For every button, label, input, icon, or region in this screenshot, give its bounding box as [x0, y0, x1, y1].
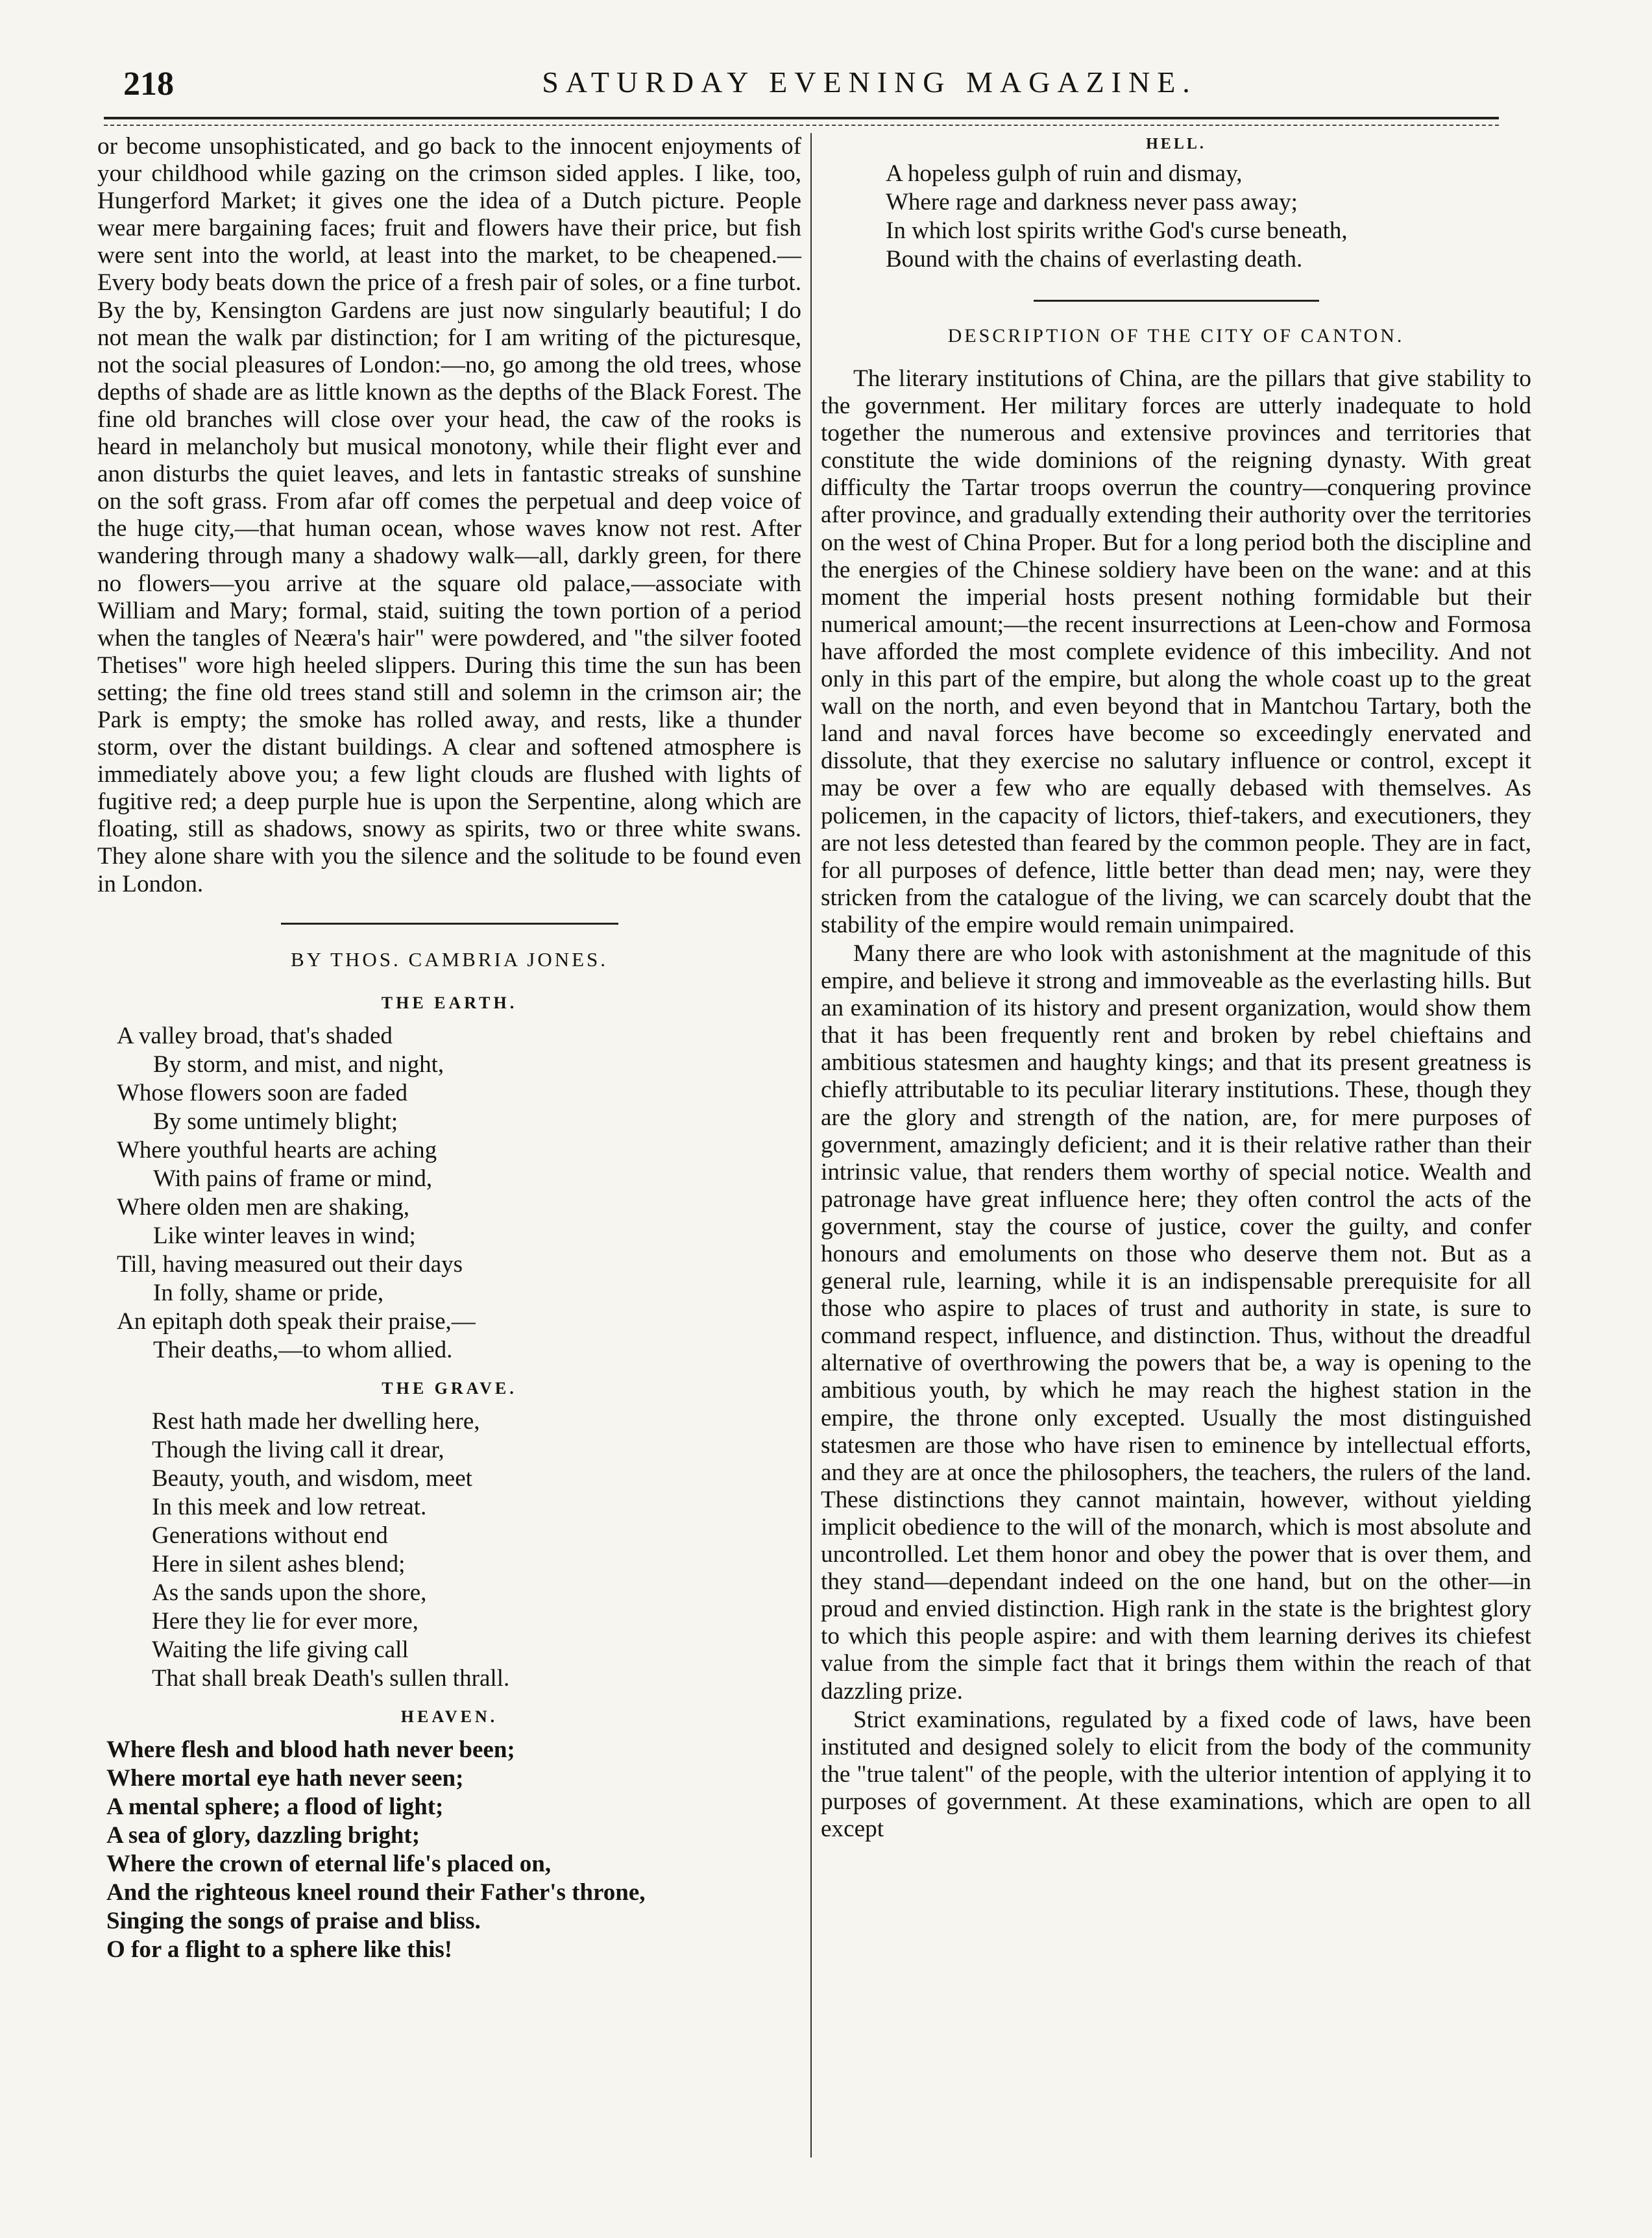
poem-line: Till, having measured out their days [117, 1250, 463, 1278]
poem-title-hell: HELL. [1146, 136, 1206, 152]
section-rule [1034, 300, 1319, 302]
section-rule [281, 923, 618, 925]
poem-line: An epitaph doth speak their praise,— [117, 1308, 476, 1335]
poem-line: And the righteous kneel round their Father's throne, [106, 1879, 646, 1906]
poem-line: Rest hath made her dwelling here, [152, 1407, 480, 1435]
poem-line: Like winter leaves in wind; [153, 1222, 416, 1249]
poem-line: A sea of glory, dazzling bright; [106, 1821, 420, 1849]
poem-line: In folly, shame or pride, [153, 1279, 384, 1306]
poem-line: Where the crown of eternal life's placed on, [106, 1850, 552, 1877]
running-title: SATURDAY EVENING MAGAZINE. [542, 66, 1197, 99]
article-paragraph: The literary institutions of China, are the pillars that give stability to the government. Her military forces are utterly inadequate to hold together the numerous and extensive provinces and territories that constitute the wide dominions of the reigning dynasty. With great difficulty the Tartar troops overrun the country—conquering province after province, and gradually extending their authority over the territories on the west of China Proper. But for a long period both the discipline and the energies of the Chinese soldiery have been on the wane: and at this moment the imperial hosts present nothing formidable but their numerical amount;—the recent insurrections at Leen-chow and Formosa have afforded the most complete evidence of this imbecility. And not only in this part of the empire, but along the whole coast up to the great wall on the north, and even beyond that in Mantchou Tartary, both the land and naval forces have become so exceedingly enervated and dissolute, that they exercise no salutary influence or control, except it may be over a few who are equally debased with themselves. As policemen, in the capacity of lictors, thief-takers, and executioners, they are not less detested than feared by the common people. They are in fact, for all purposes of defence, little better than dead men; nay, were they stricken from the catalogue of the living, we can scarcely doubt that the stability of the empire would remain unimpaired. [821, 365, 1531, 938]
article-paragraph: Strict examinations, regulated by a fixed code of laws, have been instituted and designed solely to elicit from the body of the community the "true talent" of the people, with the ulterior intention of applying it to purposes of government. At these examinations, which are open to all except [821, 1706, 1531, 1842]
header-rule-dashed [104, 125, 1499, 126]
poem-line: Where youthful hearts are aching [117, 1136, 437, 1163]
page-number: 218 [123, 66, 174, 103]
poem-title-heaven: HEAVEN. [400, 1707, 498, 1726]
poem-grave [97, 1407, 801, 1693]
poem-line: A mental sphere; a flood of light; [106, 1793, 444, 1820]
poem-earth [97, 1022, 801, 1365]
poem-line: Their deaths,—to whom allied. [153, 1336, 453, 1363]
poem-line: O for a flight to a sphere like this! [106, 1936, 453, 1963]
poem-line: That shall break Death's sullen thrall. [152, 1664, 510, 1692]
header-rule [104, 117, 1499, 119]
poem-line: Where rage and darkness never pass away; [886, 189, 1298, 215]
poem-line: Beauty, youth, and wisdom, meet [152, 1465, 472, 1492]
article-paragraph: Many there are who look with astonishment at the magnitude of this empire, and believe it strong and immoveable as the everlasting hills. But an examination of its history and present organization, would show them that it has been frequently rent and broken by rebel chieftains and ambitious statesmen and haughty kings; and that its present greatness is chiefly attributable to its peculiar literary institutions. These, though they are the glory and strength of the nation, are, for mere purposes of government, amazingly deficient; and it is their relative rather than their intrinsic value, that renders them worthy of special notice. Wealth and patronage have great influence here; they often control the acts of the government, stay the course of justice, cover the guilty, and confer honours and emoluments on those who deserve them not. But as a general rule, learning, while it is an indispensable prerequisite for all those who aspire to places of trust and authority in state, is sure to command respect, influence, and distinction. Thus, without the dreadful alternative of overthrowing the powers that be, a way is opening to the ambitious youth, by which he may reach the highest station in the empire, the throne only excepted. Usually the most distinguished statesmen are those who have risen to eminence by intellectual efforts, and they are at once the philosophers, the teachers, the rulers of the land. These distinctions they cannot maintain, however, without yielding implicit obedience to the will of the monarch, which is most absolute and uncontrolled. Let them honor and obey the power that is over them, and they stand—dependant indeed on the one hand, but on the other—in proud and envied distinction. High rank in the state is the brightest glory to which this people aspire: and with them learning derives its chiefest value from the simple fact that it brings them within the reach of that dazzling prize. [821, 940, 1531, 1705]
poem-title-earth: THE EARTH. [381, 993, 518, 1012]
poem-line: Waiting the life giving call [152, 1636, 409, 1663]
essay-continuation: or become unsophisticated, and go back to the innocent enjoyments of your childhood while gazing on the crimson sided apples. I like, too, Hungerford Market; it gives one the idea of a Dutch picture. People wear mere bargaining faces; fruit and flowers have their price, but fish were sent into the world, at least into the market, to be cheapened.—Every body beats down the price of a fresh pair of soles, or a fine turbot. By the by, Kensington Gardens are just now singularly beautiful; I do not mean the walk par distinction; for I am writing of the picturesque, not the social pleasures of London:—no, go among the old trees, whose depths of shade are as little known as the depths of the Black Forest. The fine old branches will close over your head, the caw of the rooks is heard in melancholy but musical monotony, while their flight ever and anon disturbs the quiet leaves, and lets in fantastic streaks of sunshine on the soft grass. From afar off comes the perpetual and deep voice of the huge city,—that human ocean, whose waves know not rest. After wandering through many a shadowy walk—all, darkly green, for there no flowers—you arrive at the square old palace,—associate with William and Mary; formal, staid, suiting the town portion of a period when the tangles of Neæra's hair" were powdered, and "the silver footed Thetises" wore high heeled slippers. During this time the sun has been setting; the fine old trees stand still and solemn in the crimson air; the Park is empty; the smoke has rolled away, and rests, like a thunder storm, over the distant buildings. A clear and softened atmosphere is immediately above you; a few light clouds are flushed with lights of fugitive red; a deep purple hue is upon the Serpentine, along which are floating, still as shadows, snowy as spirits, two or three white swans. They alone share with you the silence and the solitude to be found even in London. [97, 133, 801, 897]
poem-line: A hopeless gulph of ruin and dismay, [886, 160, 1243, 187]
poem-line: A valley broad, that's shaded [117, 1022, 393, 1049]
poem-line: Singing the songs of praise and bliss. [106, 1907, 481, 1934]
poem-hell [821, 160, 1531, 274]
poem-line: Here they lie for ever more, [152, 1607, 419, 1635]
poem-line: Where olden men are shaking, [117, 1193, 410, 1221]
poem-line: Though the living call it drear, [152, 1436, 444, 1463]
poem-line: Where mortal eye hath never seen; [106, 1764, 464, 1792]
poem-line: Whose flowers soon are faded [117, 1079, 407, 1106]
poem-line: By some untimely blight; [153, 1108, 398, 1135]
poem-line: In which lost spirits writhe God's curse beneath, [886, 217, 1348, 244]
poem-byline: BY THOS. CAMBRIA JONES. [290, 947, 609, 971]
poem-line: By storm, and mist, and night, [153, 1051, 444, 1078]
poem-line: In this meek and low retreat. [152, 1493, 427, 1520]
poem-line: Where flesh and blood hath never been; [106, 1736, 515, 1763]
poem-title-grave: THE GRAVE. [382, 1378, 517, 1398]
poem-line: Bound with the chains of everlasting death. [886, 246, 1303, 273]
column-divider [810, 133, 812, 2158]
poem-line: As the sands upon the shore, [152, 1579, 427, 1606]
poem-line: With pains of frame or mind, [153, 1165, 433, 1192]
poem-line: Here in silent ashes blend; [152, 1550, 406, 1577]
right-column [821, 133, 1531, 1843]
poem-heaven [97, 1736, 801, 1964]
left-column [97, 133, 801, 1964]
poem-line: Generations without end [152, 1522, 388, 1549]
article-title: DESCRIPTION OF THE CITY OF CANTON. [947, 325, 1405, 347]
